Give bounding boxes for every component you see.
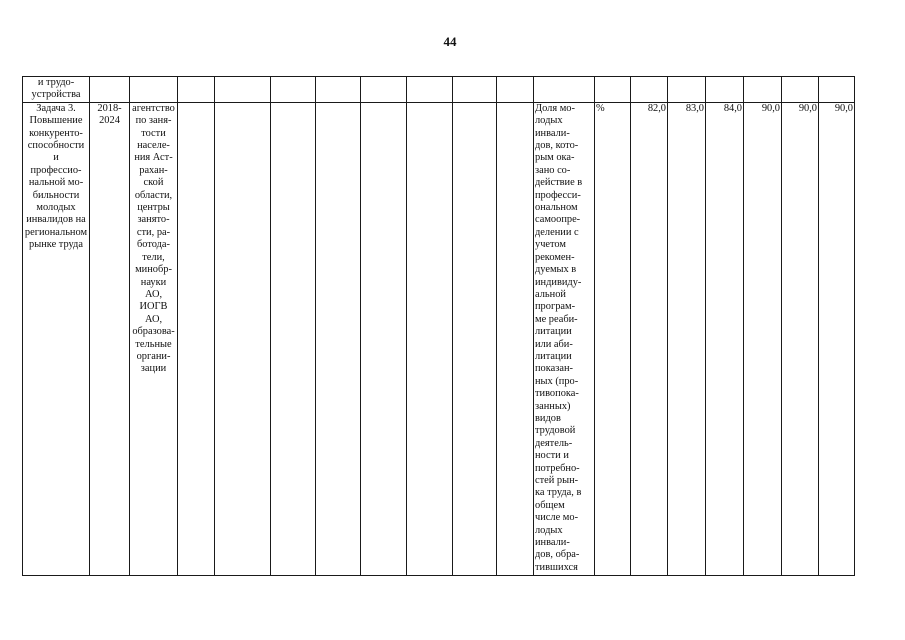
- empty-cell: [215, 102, 271, 575]
- executors-cell: агентство по заня- тости населе- ния Аст- рахан- ской области, центры занято- сти, ра- ботода- тели, минобр- науки АО, ИОГВ АО, образова- тельные органи- зации: [130, 102, 178, 575]
- continued-row: [23, 77, 855, 103]
- empty-cell: [361, 102, 407, 575]
- empty-cell: [782, 77, 819, 103]
- page-number: 44: [443, 34, 457, 49]
- empty-cell: [706, 77, 744, 103]
- empty-cell: [819, 77, 855, 103]
- task-cell-continued: и трудо- устройства: [23, 77, 90, 103]
- empty-cell: [361, 77, 407, 103]
- empty-cell: [631, 77, 668, 103]
- value-cell-3: 84,0: [706, 102, 744, 575]
- program-table: [22, 76, 855, 576]
- empty-cell: [595, 77, 631, 103]
- empty-cell: [316, 102, 361, 575]
- empty-cell: [497, 102, 534, 575]
- empty-cell: [407, 102, 453, 575]
- empty-cell: [453, 77, 497, 103]
- task-3-row: [23, 102, 855, 575]
- empty-cell: [453, 102, 497, 575]
- task-cell: Задача 3. Повышение конкуренто- способности и профессио- нальной мо- бильности молодых инвалидов на региональном рынке труда: [23, 102, 90, 575]
- unit-cell: %: [595, 102, 631, 575]
- value-cell-1: 82,0: [631, 102, 668, 575]
- empty-cell: [178, 77, 215, 103]
- value-cell-2: 83,0: [668, 102, 706, 575]
- empty-cell: [178, 102, 215, 575]
- empty-cell: [534, 77, 595, 103]
- empty-cell: [215, 77, 271, 103]
- empty-cell: [90, 77, 130, 103]
- value-cell-6: 90,0: [819, 102, 855, 575]
- value-cell-5: 90,0: [782, 102, 819, 575]
- empty-cell: [744, 77, 782, 103]
- indicator-cell: Доля мо- лодых инвали- дов, кото- рым ока- зано со- действие в професси- ональном самоопре- делении с учетом рекомен- дуемых в индивиду- альной програм- ме реаби- литации или аби- литации показан- ных (про- тивопока- занных) видов трудовой деятель- ности и потребно- стей рын- ка труда, в общем числе мо- лодых инвали- дов, обра- тившихся: [534, 102, 595, 575]
- value-cell-4: 90,0: [744, 102, 782, 575]
- empty-cell: [316, 77, 361, 103]
- empty-cell: [271, 77, 316, 103]
- empty-cell: [130, 77, 178, 103]
- period-cell: 2018- 2024: [90, 102, 130, 575]
- empty-cell: [407, 77, 453, 103]
- empty-cell: [271, 102, 316, 575]
- empty-cell: [497, 77, 534, 103]
- empty-cell: [668, 77, 706, 103]
